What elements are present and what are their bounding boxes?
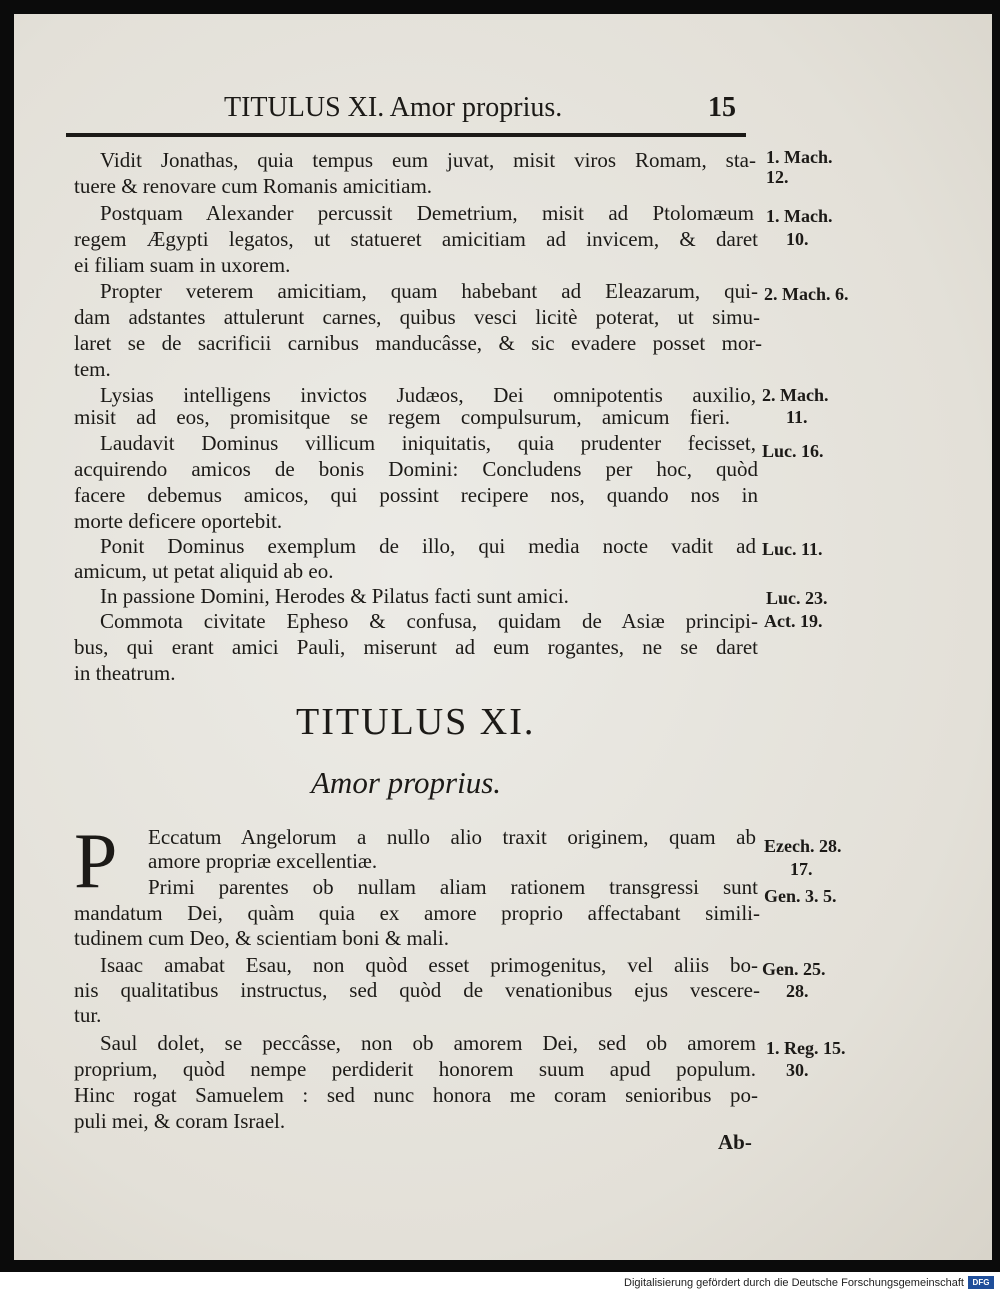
margin-reference: Gen. 3. 5. — [764, 886, 837, 906]
text-line: Lysias intelligens invictos Judæos, Dei omnipotentis auxilio, — [100, 383, 756, 407]
text-line: laret se de sacrificii carnibus manducâsse, & sic evadere posset mor- — [74, 331, 762, 355]
text-line: Hinc rogat Samuelem : sed nunc honora me coram senioribus po- — [74, 1083, 758, 1107]
margin-reference: 2. Mach. — [762, 385, 829, 405]
text-line: in theatrum. — [74, 661, 176, 685]
text-line: nis qualitatibus instructus, sed quòd de venationibus ejus vescere- — [74, 978, 760, 1002]
text-line: mandatum Dei, quàm quia ex amore proprio affectabant simili- — [74, 901, 760, 925]
text-line: proprium, quòd nempe perdiderit honorem suum apud populum. — [74, 1057, 756, 1081]
text-line: Ponit Dominus exemplum de illo, qui media nocte vadit ad — [100, 534, 756, 558]
text-line: acquirendo amicos de bonis Domini: Concludens per hoc, quòd — [74, 457, 758, 481]
margin-reference: 11. — [786, 407, 808, 427]
text-line: Propter veterem amicitiam, quam habebant ad Eleazarum, qui- — [100, 279, 758, 303]
funding-credit: Digitalisierung gefördert durch die Deutsche Forschungsgemeinschaft — [624, 1277, 964, 1289]
margin-reference: Luc. 16. — [762, 441, 824, 461]
text-line: bus, qui erant amici Pauli, miserunt ad eum rogantes, ne se daret — [74, 635, 758, 659]
margin-reference: 17. — [790, 859, 813, 879]
header-rule — [66, 133, 746, 137]
dfg-logo: DFG — [968, 1276, 994, 1289]
footer-bar — [0, 1272, 1000, 1295]
margin-reference: Luc. 23. — [766, 588, 828, 608]
margin-reference: 2. Mach. 6. — [764, 284, 849, 304]
text-line: Eccatum Angelorum a nullo alio traxit originem, quam ab — [148, 825, 756, 849]
margin-reference: 12. — [766, 167, 789, 187]
text-line: regem Ægypti legatos, ut statueret amicitiam ad invicem, & daret — [74, 227, 758, 251]
text-line: tem. — [74, 357, 111, 381]
text-line: In passione Domini, Herodes & Pilatus facti sunt amici. — [100, 584, 569, 608]
margin-reference: Luc. 11. — [762, 539, 823, 559]
running-title: TITULUS XI. Amor proprius. — [224, 92, 563, 123]
text-line: Saul dolet, se peccâsse, non ob amorem Dei, sed ob amorem — [100, 1031, 756, 1055]
text-line: misit ad eos, promisitque se regem compulsurum, amicum fieri. — [74, 405, 730, 429]
margin-reference: 30. — [786, 1060, 809, 1080]
text-line: tudinem cum Deo, & scientiam boni & mali. — [74, 926, 450, 950]
margin-reference: 10. — [786, 229, 809, 249]
margin-reference: Ezech. 28. — [764, 836, 842, 856]
margin-reference: 1. Mach. — [766, 147, 833, 167]
margin-reference: 1. Mach. — [766, 206, 833, 226]
text-line: Primi parentes ob nullam aliam rationem transgressi sunt — [148, 875, 758, 899]
text-line: Postquam Alexander percussit Demetrium, misit ad Ptolomæum — [100, 201, 754, 225]
margin-reference: 28. — [786, 981, 809, 1001]
section-title: TITULUS XI. — [296, 701, 536, 743]
margin-reference: 1. Reg. 15. — [766, 1038, 846, 1058]
section-subtitle: Amor proprius. — [311, 765, 502, 800]
catchword: Ab- — [718, 1130, 752, 1154]
text-line: dam adstantes attulerunt carnes, quibus vesci licitè poterat, ut simu- — [74, 305, 760, 329]
text-line: Commota civitate Epheso & confusa, quidam de Asiæ principi- — [100, 609, 758, 633]
text-line: amore propriæ excellentiæ. — [148, 849, 378, 873]
text-line: tur. — [74, 1003, 102, 1027]
text-line: Laudavit Dominus villicum iniquitatis, quia prudenter fecisset, — [100, 431, 756, 455]
page-number: 15 — [708, 92, 736, 123]
text-line: amicum, ut petat aliquid ab eo. — [74, 559, 334, 583]
text-line: puli mei, & coram Israel. — [74, 1109, 286, 1133]
text-line: morte deficere oportebit. — [74, 509, 283, 533]
margin-reference: Act. 19. — [764, 611, 823, 631]
text-line: Isaac amabat Esau, non quòd esset primogenitus, vel aliis bo- — [100, 953, 758, 977]
text-line: facere debemus amicos, qui possint recipere nos, quando nos in — [74, 483, 758, 507]
text-line: ei filiam suam in uxorem. — [74, 253, 291, 277]
text-line: Vidit Jonathas, quia tempus eum juvat, misit viros Romam, sta- — [100, 148, 756, 172]
text-line: tuere & renovare cum Romanis amicitiam. — [74, 174, 433, 198]
margin-reference: Gen. 25. — [762, 959, 826, 979]
drop-cap: P — [74, 817, 118, 904]
